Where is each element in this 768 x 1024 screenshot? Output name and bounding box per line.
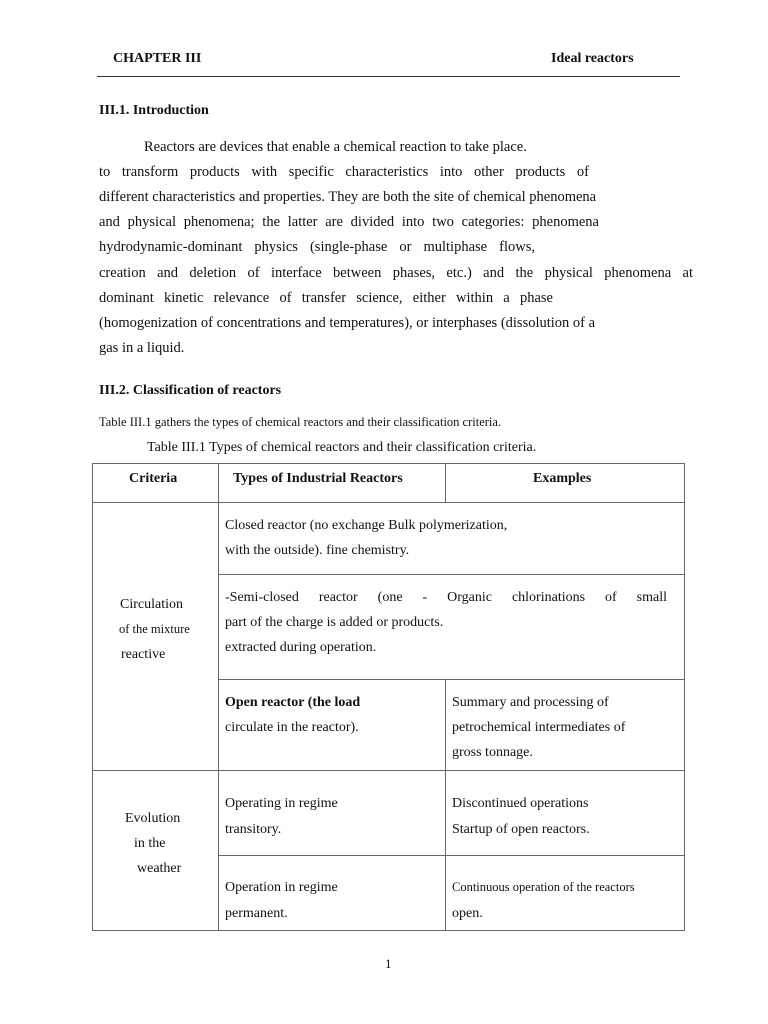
intro-heading: III.1. Introduction xyxy=(99,103,209,118)
criteria-cell-line: of the mixture xyxy=(119,622,190,636)
table-header-examples: Examples xyxy=(533,471,592,486)
table-caption: Table III.1 Types of chemical reactors and their classification criteria. xyxy=(147,440,537,455)
classification-sentence: Table III.1 gathers the types of chemical reactors and their classification criteria. xyxy=(99,415,502,429)
table-header-criteria: Criteria xyxy=(129,471,178,486)
type-cell-line: Operating in regime xyxy=(225,796,338,811)
classification-heading: III.2. Classification of reactors xyxy=(99,383,282,398)
column-divider xyxy=(445,463,446,503)
intro-line: different characteristics and properties. They are both the site of chemical phenomena xyxy=(99,189,597,205)
page-number: 1 xyxy=(385,956,392,971)
type-cell-line: extracted during operation. xyxy=(225,640,377,655)
example-cell-line: gross tonnage. xyxy=(452,745,533,760)
type-cell-line: transitory. xyxy=(225,822,282,837)
intro-line: (homogenization of concentrations and temperatures), or interphases (dissolution of a xyxy=(99,315,596,331)
intro-line: gas in a liquid. xyxy=(99,340,185,356)
type-cell-line: Open reactor (the load xyxy=(225,695,361,710)
row-divider xyxy=(218,855,685,856)
type-cell-line: Operation in regime xyxy=(225,880,338,895)
example-cell-line: Discontinued operations xyxy=(452,796,589,811)
chapter-label: CHAPTER III xyxy=(113,51,202,66)
example-cell-line: Startup of open reactors. xyxy=(452,822,590,837)
row-divider xyxy=(218,679,685,680)
intro-line: hydrodynamic-dominant physics (single-phase or multiphase flows, xyxy=(99,239,535,255)
intro-line: to transform products with specific characteristics into other products of xyxy=(99,164,589,180)
example-cell-line: Summary and processing of xyxy=(452,695,609,710)
intro-line: Reactors are devices that enable a chemical reaction to take place. xyxy=(144,139,527,155)
row-divider xyxy=(92,770,685,771)
column-divider xyxy=(218,463,219,931)
example-cell-line: Continuous operation of the reactors xyxy=(452,880,635,894)
row-divider xyxy=(92,502,685,503)
chapter-title: Ideal reactors xyxy=(551,51,634,66)
example-cell-line: open. xyxy=(452,906,483,921)
type-cell-line: permanent. xyxy=(225,906,288,921)
type-cell-line: Closed reactor (no exchange Bulk polymerization, xyxy=(225,518,508,533)
type-cell-line: circulate in the reactor). xyxy=(225,720,359,735)
intro-line: and physical phenomena; the latter are divided into two categories: phenomena xyxy=(99,214,599,230)
type-cell-line: with the outside). fine chemistry. xyxy=(225,543,410,558)
criteria-cell-line: Circulation xyxy=(120,597,183,612)
type-cell-line: part of the charge is added or products. xyxy=(225,615,444,630)
criteria-cell-line: in the xyxy=(134,836,166,851)
criteria-cell-line: Evolution xyxy=(125,811,181,826)
intro-line: creation and deletion of interface between phases, etc.) and the physical phenomena at xyxy=(99,265,693,281)
example-cell-line: petrochemical intermediates of xyxy=(452,720,626,735)
criteria-cell-line: reactive xyxy=(121,647,166,662)
type-cell-line: -Semi-closed reactor (one - Organic chlorinations of small xyxy=(225,590,667,605)
column-divider xyxy=(445,680,446,931)
row-divider xyxy=(218,574,685,575)
table-header-types: Types of Industrial Reactors xyxy=(233,471,403,486)
header-rule xyxy=(97,76,680,77)
intro-line: dominant kinetic relevance of transfer science, either within a phase xyxy=(99,290,553,306)
criteria-cell-line: weather xyxy=(137,861,182,876)
